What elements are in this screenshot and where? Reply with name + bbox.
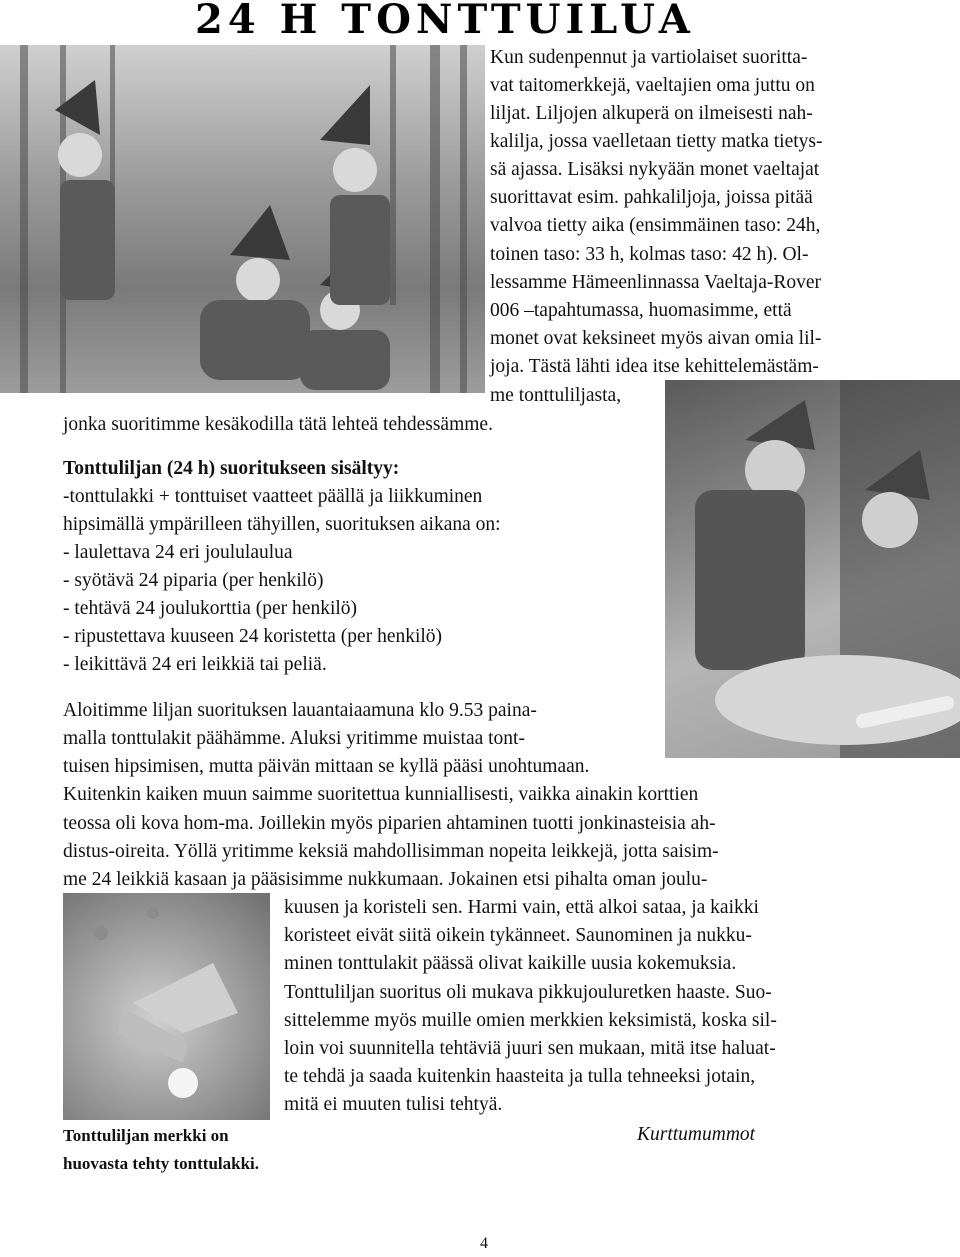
intro-line: liljat. Liljojen alkuperä on ilmeisesti nah-	[490, 103, 813, 124]
photo-caption: Tonttuliljan merkki on	[63, 1126, 229, 1145]
list-item: hipsimällä ympärilleen tähyillen, suorituksen aikana on:	[63, 514, 501, 535]
story-line: tuisen hipsimisen, mutta päivän mittaan se kyllä pääsi unohtumaan.	[63, 756, 590, 777]
list-item: - syötävä 24 piparia (per henkilö)	[63, 570, 324, 591]
badge-photo	[63, 893, 270, 1120]
signature: Kurttumummot	[637, 1124, 756, 1145]
story-line: Aloitimme liljan suorituksen lauantaiaamuna klo 9.53 paina-	[63, 700, 537, 721]
story-line: malla tonttulakit päähämme. Aluksi yritimme muistaa tont-	[63, 728, 525, 749]
story-line: sittelemme myös muille omien merkkien keksimistä, koska sil-	[284, 1010, 777, 1031]
intro-line: vat taitomerkkejä, vaeltajien oma juttu on	[490, 75, 815, 96]
intro-line: valvoa tietty aika (ensimmäinen taso: 24h,	[490, 215, 821, 236]
story-line: mitä ei muuten tulisi tehtyä.	[284, 1094, 503, 1115]
intro-line: 006 –tapahtumassa, huomasimme, että	[490, 300, 792, 321]
intro-line: kalilja, jossa vaelletaan tietty matka tietys-	[490, 131, 823, 152]
page-title: 24 H TONTTUILUA	[195, 0, 695, 43]
list-item: - ripustettava kuuseen 24 koristetta (per henkilö)	[63, 626, 443, 647]
intro-line: toinen taso: 33 h, kolmas taso: 42 h). Ol-	[490, 244, 809, 265]
story-line: te tehdä ja saada kuitenkin haasteita ja tulla tehneeksi jotain,	[284, 1066, 756, 1087]
intro-line: suorittavat esim. pahkaliljoja, joissa pitää	[490, 187, 813, 208]
story-line: me 24 leikkiä kasaan ja pääsisimme nukkumaan. Jokainen etsi pihalta oman joulu-	[63, 869, 708, 890]
list-item: - tehtävä 24 joulukorttia (per henkilö)	[63, 598, 358, 619]
story-line: distus-oireita. Yöllä yritimme keksiä mahdollisimman nopeita leikkejä, jotta saisim-	[63, 841, 719, 862]
story-line: loin voi suunnitella tehtäviä juuri sen mukaan, mitä itse haluat-	[284, 1038, 776, 1059]
list-item: - laulettava 24 eri joululaulua	[63, 542, 293, 563]
list-item: - leikittävä 24 eri leikkiä tai peliä.	[63, 654, 327, 675]
intro-line: me tonttuliljasta,	[490, 385, 622, 406]
baking-photo	[665, 380, 960, 758]
story-line: Tonttuliljan suoritus oli mukava pikkujouluretken haaste. Suo-	[284, 982, 772, 1003]
page-number: 4	[480, 1235, 488, 1252]
intro-line: monet ovat keksineet myös aivan omia lil-	[490, 328, 822, 349]
list-item: -tonttulakki + tonttuiset vaatteet päällä ja liikkuminen	[63, 486, 483, 507]
list-heading: Tonttuliljan (24 h) suoritukseen sisältyy:	[63, 458, 400, 479]
photo-caption: huovasta tehty tonttulakki.	[63, 1154, 260, 1173]
intro-line: jonka suoritimme kesäkodilla tätä lehteä tehdessämme.	[63, 414, 493, 435]
intro-line: joja. Tästä lähti idea itse kehittelemästäm-	[490, 356, 819, 377]
story-line: minen tonttulakit päässä olivat kaikille uusia kokemuksia.	[284, 953, 737, 974]
forest-photo	[0, 45, 485, 393]
story-line: koristeet eivät siitä oikein tykänneet. Saunominen ja nukku-	[284, 925, 752, 946]
intro-line: Kun sudenpennut ja vartiolaiset suoritta-	[490, 47, 808, 68]
intro-line: lessamme Hämeenlinnassa Vaeltaja-Rover	[490, 272, 822, 293]
intro-line: sä ajassa. Lisäksi nykyään monet vaeltajat	[490, 159, 820, 180]
story-line: kuusen ja koristeli sen. Harmi vain, että alkoi sataa, ja kaikki	[284, 897, 759, 918]
story-line: teossa oli kova hom-ma. Joillekin myös piparien ahtaminen tuotti jonkinasteisia ah-	[63, 813, 716, 834]
story-line: Kuitenkin kaiken muun saimme suoritettua kunniallisesti, vaikka ainakin korttien	[63, 784, 699, 805]
